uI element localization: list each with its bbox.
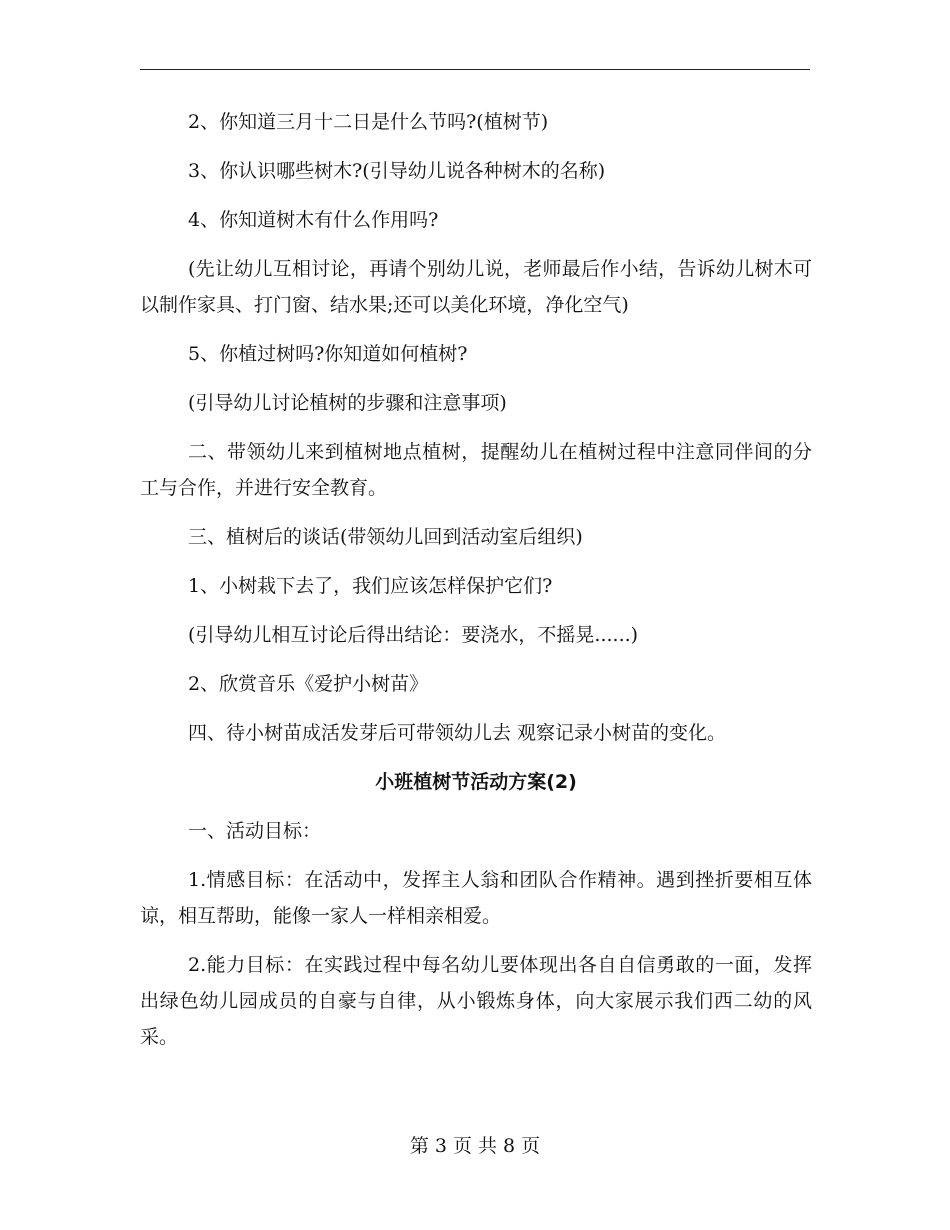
paragraph-music: 2、欣赏音乐《爱护小树苗》 — [188, 673, 429, 695]
paragraph-ability-goal: 2.能力目标：在实践过程中每名幼儿要体现出各自自信勇敢的一面，发挥出绿色幼儿园成员的自豪与自律，从小锻炼身体，向大家展示我们西二幼的风采。 — [140, 954, 812, 1048]
paragraph-question-2: 2、你知道三月十二日是什么节吗?(植树节) — [188, 111, 549, 133]
paragraph-question-5: 5、你植过树吗?你知道如何植树? — [188, 343, 468, 365]
paragraph-planting-steps-note: (引导幼儿讨论植树的步骤和注意事项) — [188, 392, 507, 414]
paragraph-question-3: 3、你认识哪些树木?(引导幼儿说各种树木的名称) — [188, 160, 606, 182]
paragraph-goals-heading: 一、活动目标： — [188, 820, 322, 842]
paragraph-protect-question: 1、小树栽下去了，我们应该怎样保护它们? — [188, 575, 553, 597]
paragraph-question-4: 4、你知道树木有什么作用吗? — [188, 209, 439, 231]
paragraph-conclusion-note: (引导幼儿相互讨论后得出结论：要浇水，不摇晃......) — [188, 624, 639, 646]
paragraph-step-three: 三、植树后的谈话(带领幼儿回到活动室后组织) — [188, 526, 583, 548]
paragraph-emotional-goal: 1.情感目标：在活动中，发挥主人翁和团队合作精神。遇到挫折要相互体谅，相互帮助，能像一家人一样相亲相爱。 — [140, 869, 812, 927]
document-body — [140, 104, 812, 1068]
header-divider — [140, 69, 810, 70]
paragraph-step-four: 四、待小树苗成活发芽后可带领幼儿去 观察记录小树苗的变化。 — [188, 722, 727, 744]
paragraph-step-two: 二、带领幼儿来到植树地点植树，提醒幼儿在植树过程中注意同伴间的分工与合作，并进行安全教育。 — [140, 441, 812, 499]
paragraph-discussion-note: (先让幼儿互相讨论，再请个别幼儿说，老师最后作小结，告诉幼儿树木可以制作家具、打门窗、结水果;还可以美化环境，净化空气) — [140, 258, 812, 316]
section-title: 小班植树节活动方案(2) — [375, 771, 577, 793]
page-number: 第 3 页 共 8 页 — [409, 1135, 541, 1157]
